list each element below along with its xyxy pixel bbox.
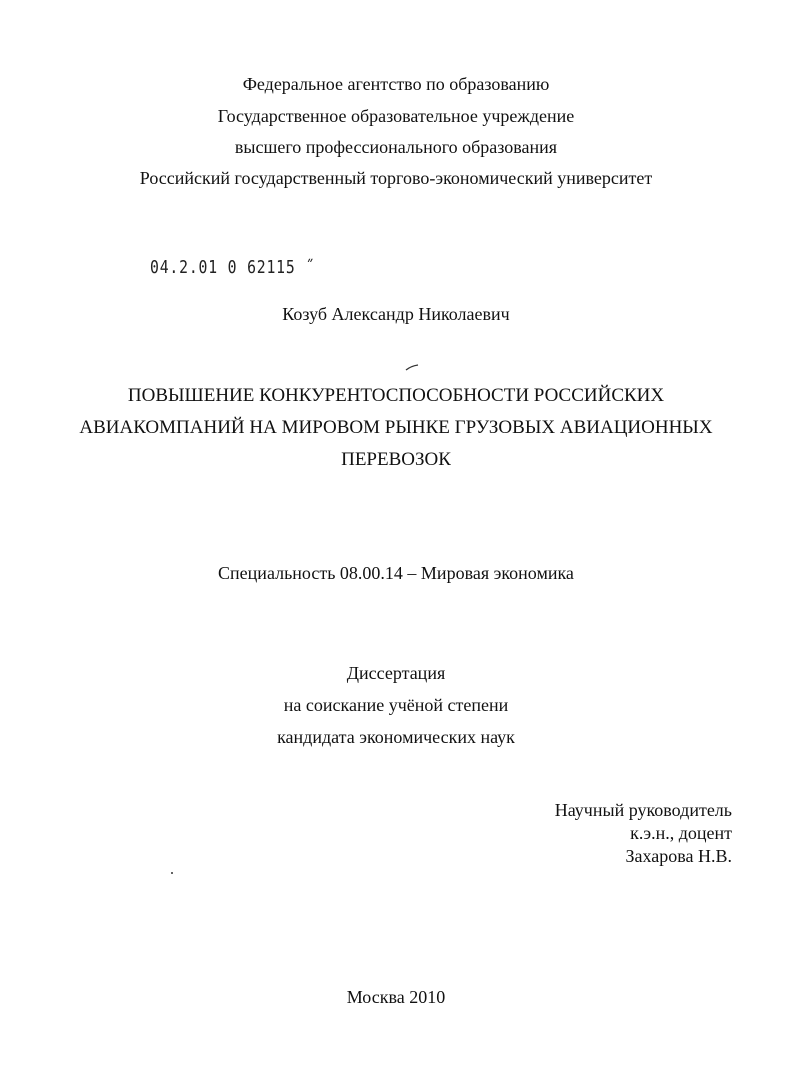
supervisor-rank: к.э.н., доцент (630, 823, 732, 843)
pen-mark-icon (405, 364, 419, 372)
degree-name: кандидата экономических наук (277, 727, 515, 747)
header-line-education-level: высшего профессионального образования (234, 137, 558, 157)
header-line-university: Российский государственный торгово-экономический университет (139, 168, 653, 188)
thesis-title-line-2: АВИАКОМПАНИЙ НА МИРОВОМ РЫНКЕ ГРУЗОВЫХ АВИАЦИОННЫХ (79, 417, 713, 438)
thesis-title-line-3: ПЕРЕВОЗОК (341, 449, 451, 470)
specialty: Специальность 08.00.14 – Мировая экономика (218, 563, 574, 583)
header-line-institution-type: Государственное образовательное учреждение (217, 106, 575, 126)
city-year: Москва 2010 (346, 987, 446, 1007)
scan-speck (171, 872, 173, 874)
author-name: Козуб Александр Николаевич (282, 304, 510, 324)
document-type: Диссертация (346, 663, 446, 683)
thesis-title-line-1: ПОВЫШЕНИЕ КОНКУРЕНТОСПОСОБНОСТИ РОССИЙСКИХ (127, 385, 665, 406)
supervisor-name: Захарова Н.В. (625, 846, 732, 866)
header-line-agency: Федеральное агентство по образованию (242, 74, 550, 94)
degree-purpose: на соискание учёной степени (283, 695, 509, 715)
supervisor-label: Научный руководитель (554, 800, 732, 820)
registration-stamp: 04.2.01 0 62115 ˝ (150, 257, 316, 278)
